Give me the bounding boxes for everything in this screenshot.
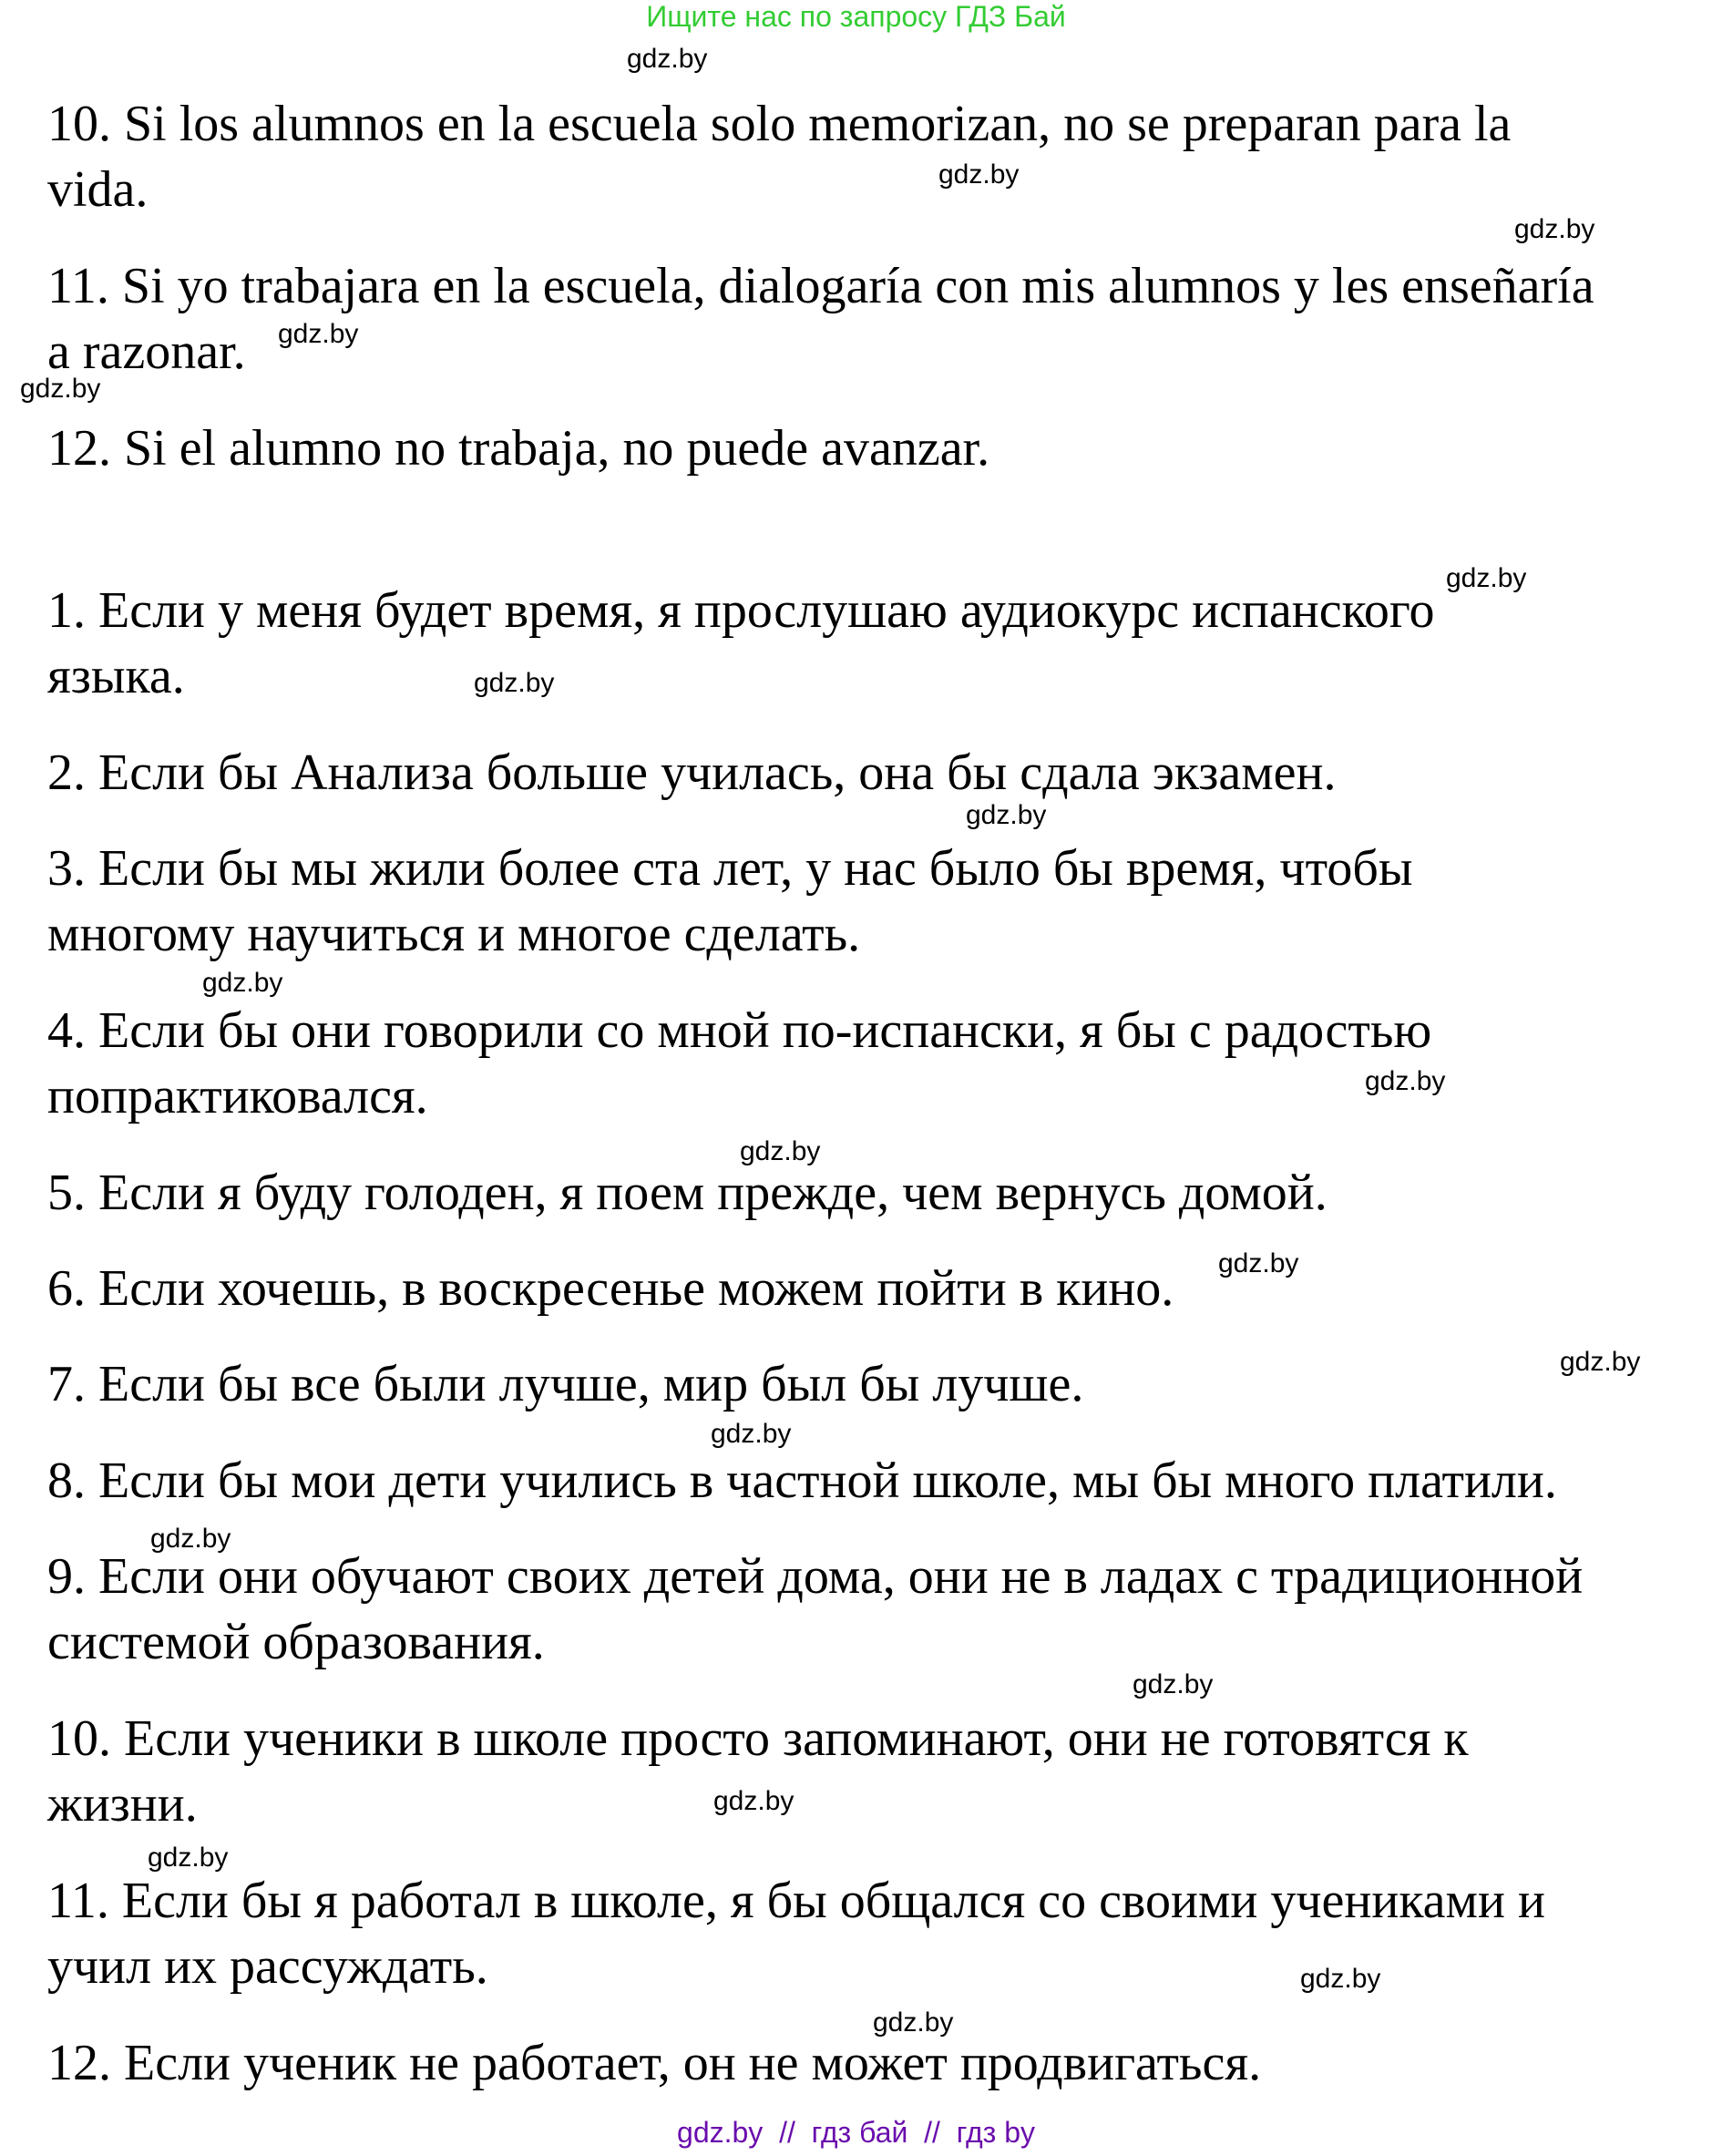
- sentence-line: языка.: [47, 648, 185, 704]
- watermark: gdz.by: [148, 1843, 229, 1873]
- watermark: gdz.by: [1300, 1964, 1381, 1994]
- sentence-line: a razonar.: [47, 323, 246, 380]
- watermark: gdz.by: [938, 159, 1020, 190]
- watermark: gdz.by: [627, 44, 708, 74]
- watermark: gdz.by: [202, 968, 283, 998]
- sentence-line: 6. Если хочешь, в воскресенье можем пойти в кино.: [47, 1260, 1174, 1317]
- russian-sentence-4: [47, 998, 1687, 1129]
- watermark: gdz.by: [1560, 1347, 1641, 1377]
- sentence-line: 10. Если ученики в школе просто запоминают, они не готовятся к: [47, 1710, 1469, 1767]
- watermark: gdz.by: [740, 1136, 821, 1166]
- spanish-sentence-11: [47, 253, 1687, 385]
- sentence-line: системой образования.: [47, 1614, 545, 1670]
- russian-sentence-3: [47, 836, 1687, 967]
- russian-sentence-7: [47, 1351, 1687, 1417]
- sentence-line: 12. Si el alumno no trabaja, no puede avanzar.: [47, 420, 990, 477]
- sentence-line: 11. Если бы я работал в школе, я бы общался со своими учениками и: [47, 1873, 1545, 1929]
- sentence-line: 10. Si los alumnos en la escuela solo memorizan, no se preparan para la: [47, 96, 1512, 152]
- russian-sentence-2: [47, 740, 1687, 806]
- sentence-line: многому научиться и многое сделать.: [47, 906, 861, 962]
- watermark: gdz.by: [1365, 1066, 1446, 1096]
- watermark: gdz.by: [474, 668, 555, 698]
- sentence-line: vida.: [47, 161, 149, 218]
- watermark: gdz.by: [1133, 1669, 1214, 1699]
- russian-sentence-11: [47, 1868, 1687, 1999]
- sentence-line: 7. Если бы все были лучше, мир был бы лучше.: [47, 1356, 1084, 1412]
- sentence-line: 8. Если бы мои дети учились в частной школе, мы бы много платили.: [47, 1453, 1557, 1509]
- watermark: gdz.by: [150, 1524, 231, 1554]
- watermark: gdz.by: [713, 1786, 794, 1816]
- watermark: gdz.by: [1446, 563, 1527, 593]
- sentence-line: жизни.: [47, 1776, 198, 1833]
- sentence-line: учил их рассуждать.: [47, 1938, 488, 1995]
- sentence-line: 3. Если бы мы жили более ста лет, у нас было бы время, чтобы: [47, 840, 1413, 897]
- watermark: gdz.by: [966, 800, 1047, 830]
- sentence-line: 2. Если бы Анализа больше училась, она бы сдала экзамен.: [47, 744, 1337, 801]
- watermark: gdz.by: [711, 1419, 792, 1449]
- russian-sentence-5: [47, 1160, 1687, 1226]
- spanish-sentence-10: [47, 91, 1687, 222]
- watermark: gdz.by: [20, 374, 101, 404]
- watermark: gdz.by: [278, 319, 359, 349]
- promo-header: Ищите нас по запросу ГДЗ Бай: [646, 0, 1066, 33]
- sentence-line: 11. Si yo trabajara en la escuela, dialogaría con mis alumnos y les enseñaría: [47, 258, 1594, 314]
- russian-sentence-9: [47, 1544, 1687, 1675]
- watermark: gdz.by: [1514, 214, 1595, 244]
- sentence-line: 4. Если бы они говорили со мной по-испански, я бы с радостью: [47, 1002, 1432, 1059]
- russian-sentence-10: [47, 1706, 1687, 1837]
- watermark: gdz.by: [1218, 1248, 1299, 1278]
- sentence-line: 12. Если ученик не работает, он не может продвигаться.: [47, 2035, 1262, 2091]
- russian-sentence-12: [47, 2030, 1687, 2096]
- russian-sentence-8: [47, 1448, 1687, 1514]
- russian-sentence-1: [47, 578, 1687, 709]
- sentence-line: 9. Если они обучают своих детей дома, они не в ладах с традиционной: [47, 1548, 1584, 1605]
- sentence-line: попрактиковался.: [47, 1068, 428, 1124]
- sentence-line: 5. Если я буду голоден, я поем прежде, чем вернусь домой.: [47, 1165, 1328, 1221]
- russian-sentence-6: [47, 1256, 1687, 1321]
- watermark: gdz.by: [873, 2007, 954, 2038]
- sentence-line: 1. Если у меня будет время, я прослушаю аудиокурс испанского: [47, 582, 1435, 639]
- spanish-sentence-12: [47, 416, 1687, 481]
- footer-links[interactable]: gdz.by // гдз бай // гдз by: [677, 2116, 1035, 2149]
